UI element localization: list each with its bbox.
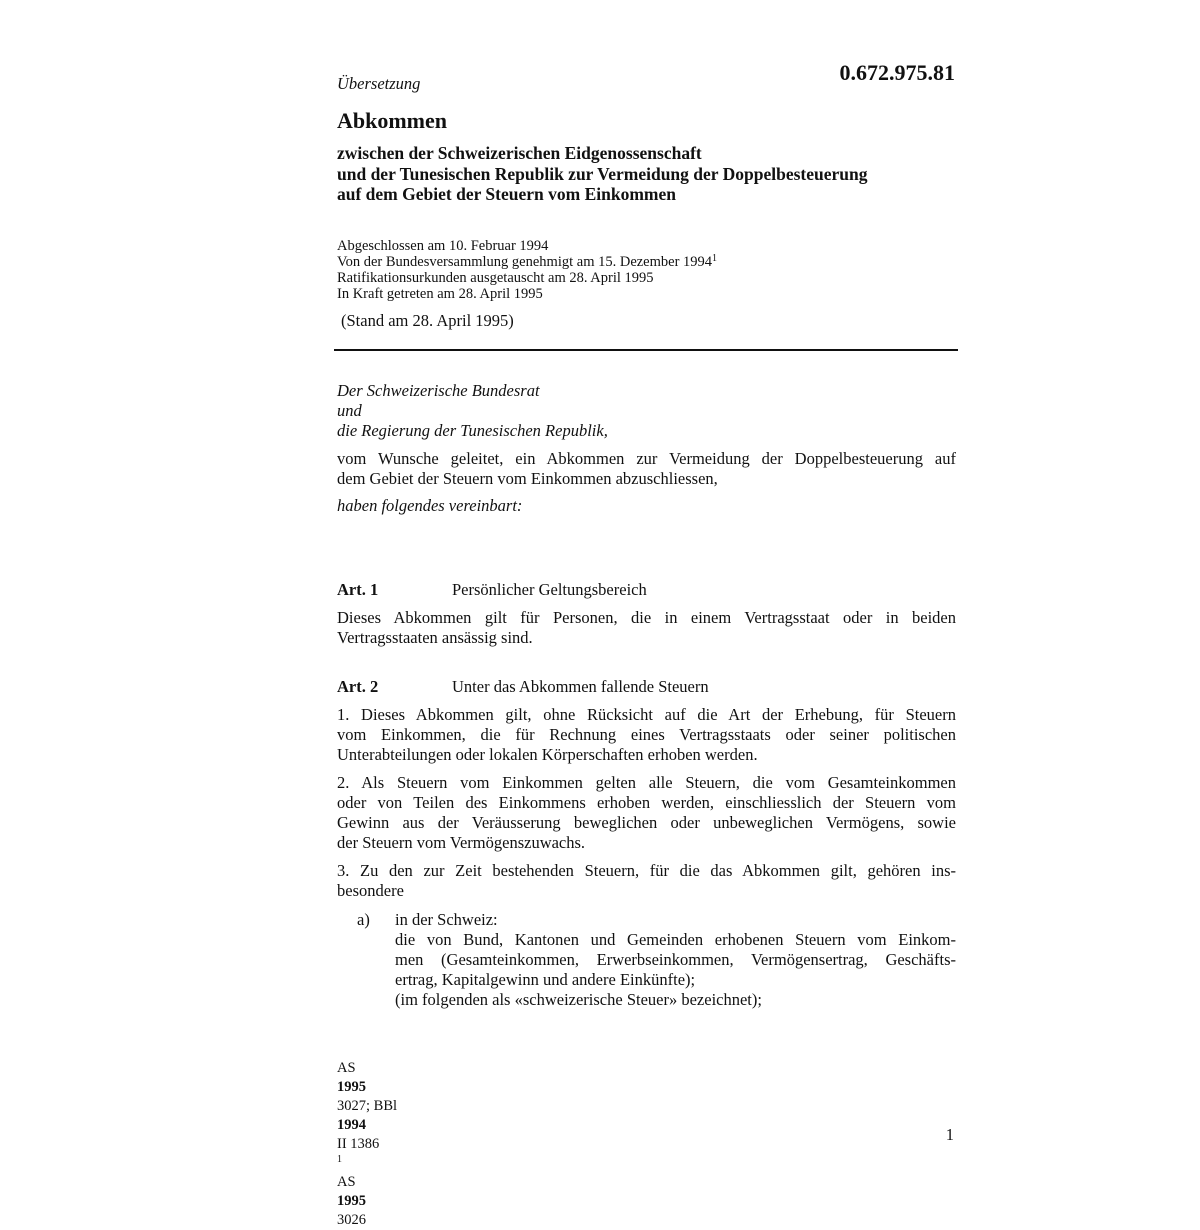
party-line: die Regierung der Tunesischen Republik, <box>337 421 608 440</box>
text-line: 1. Dieses Abkommen gilt, ohne Rücksicht auf die Art der Erhebung, für Steuern <box>337 705 956 724</box>
preamble-agreed: haben folgendes vereinbart: <box>337 496 523 515</box>
footnote-ref[interactable]: 1 <box>712 253 718 264</box>
text-line: in der Schweiz: <box>395 910 498 929</box>
article-number: Art. 1 <box>337 580 379 599</box>
document-title: Abkommen <box>337 108 448 133</box>
translation-label: Übersetzung <box>337 74 421 93</box>
text-line: 3. Zu den zur Zeit bestehenden Steuern, für die das Abkommen gilt, gehören ins- <box>337 861 956 880</box>
sr-number: 0.672.975.81 <box>839 60 955 85</box>
text-line: Dieses Abkommen gilt für Personen, die in einem Vertragsstaat oder in beiden <box>337 608 956 627</box>
subtitle-line: zwischen der Schweizerischen Eidgenossenschaft <box>337 143 702 163</box>
article-number: Art. 2 <box>337 677 379 696</box>
text-line: ertrag, Kapitalgewinn und andere Einkünfte); <box>395 970 696 989</box>
document-subtitle <box>337 143 977 205</box>
citation-text: 3027; BBl <box>337 1098 398 1114</box>
preamble-parties <box>337 381 956 441</box>
page-number: 1 <box>945 1125 954 1144</box>
subtitle-line: auf dem Gebiet der Steuern vom Einkommen <box>337 184 676 204</box>
text-line: men (Gesamteinkommen, Erwerbseinkommen, Vermögensertrag, Geschäfts- <box>395 950 956 969</box>
citation-year: 1995 <box>337 1193 366 1209</box>
citation-year: 1995 <box>337 1079 366 1095</box>
text-line: besondere <box>337 881 404 900</box>
text-line: Vertragsstaaten ansässig sind. <box>337 628 533 647</box>
text-line: dem Gebiet der Steuern vom Einkommen abzuschliessen, <box>337 469 718 488</box>
article-title: Unter das Abkommen fallende Steuern <box>452 677 709 696</box>
text-line: der Steuern vom Vermögenszuwachs. <box>337 833 586 852</box>
citation-year: 1994 <box>337 1117 366 1133</box>
footnote-1: $^1$ AS 1995 3026 <box>337 1154 397 1230</box>
party-line: und <box>337 401 362 420</box>
subtitle-line: und der Tunesischen Republik zur Vermeidung der Doppelbesteuerung <box>337 163 868 184</box>
footnotes <box>337 1059 397 1230</box>
text-line: oder von Teilen des Einkommens erhoben werden, einschliesslich der Steuern vom <box>337 793 956 812</box>
header-divider <box>334 349 958 351</box>
text-line: Gewinn aus der Veräusserung beweglichen oder unbeweglichen Vermögens, sowie <box>337 813 956 832</box>
concluded-date: Abgeschlossen am 10. Februar 1994 <box>337 238 549 254</box>
ratification-date: Ratifikationsurkunden ausgetauscht am 28. April 1995 <box>337 270 654 286</box>
citation-text: AS <box>337 1060 356 1076</box>
article-2-paragraph-3 <box>337 861 956 901</box>
article-2-paragraph-1 <box>337 705 956 765</box>
text-line: vom Wunsche geleitet, ein Abkommen zur Vermeidung der Doppelbesteuerung auf <box>337 449 956 468</box>
in-force-date: In Kraft getreten am 28. April 1995 <box>337 286 543 302</box>
approval-text: Von der Bundesversammlung genehmigt am 15. Dezember 1994 <box>337 254 713 270</box>
text-line: 2. Als Steuern vom Einkommen gelten alle Steuern, die vom Gesamteinkommen <box>337 773 956 792</box>
text-line: Unterabteilungen oder lokalen Körperschaften erhoben werden. <box>337 745 758 764</box>
party-line: Der Schweizerische Bundesrat <box>337 381 540 400</box>
ratification-facts <box>337 238 717 302</box>
approval-date <box>337 254 717 270</box>
article-1-text <box>337 608 956 648</box>
text-line: die von Bund, Kantonen und Gemeinden erhobenen Steuern vom Einkom- <box>395 930 956 949</box>
list-item-a <box>395 910 956 1010</box>
text-line: (im folgenden als «schweizerische Steuer» bezeichnet); <box>395 990 762 1009</box>
citation-text: II 1386 <box>337 1136 380 1152</box>
citation-text: 3026 <box>337 1212 366 1228</box>
preamble-desire <box>337 449 956 489</box>
article-2-paragraph-2 <box>337 773 956 853</box>
citation-text: AS <box>337 1174 356 1190</box>
source-citation <box>337 1059 397 1154</box>
text-line: vom Einkommen, die für Rechnung eines Vertragsstaats oder seiner politischen <box>337 725 956 744</box>
list-marker-a: a) <box>357 910 370 929</box>
article-title: Persönlicher Geltungsbereich <box>452 580 647 599</box>
status-date: (Stand am 28. April 1995) <box>341 311 514 330</box>
